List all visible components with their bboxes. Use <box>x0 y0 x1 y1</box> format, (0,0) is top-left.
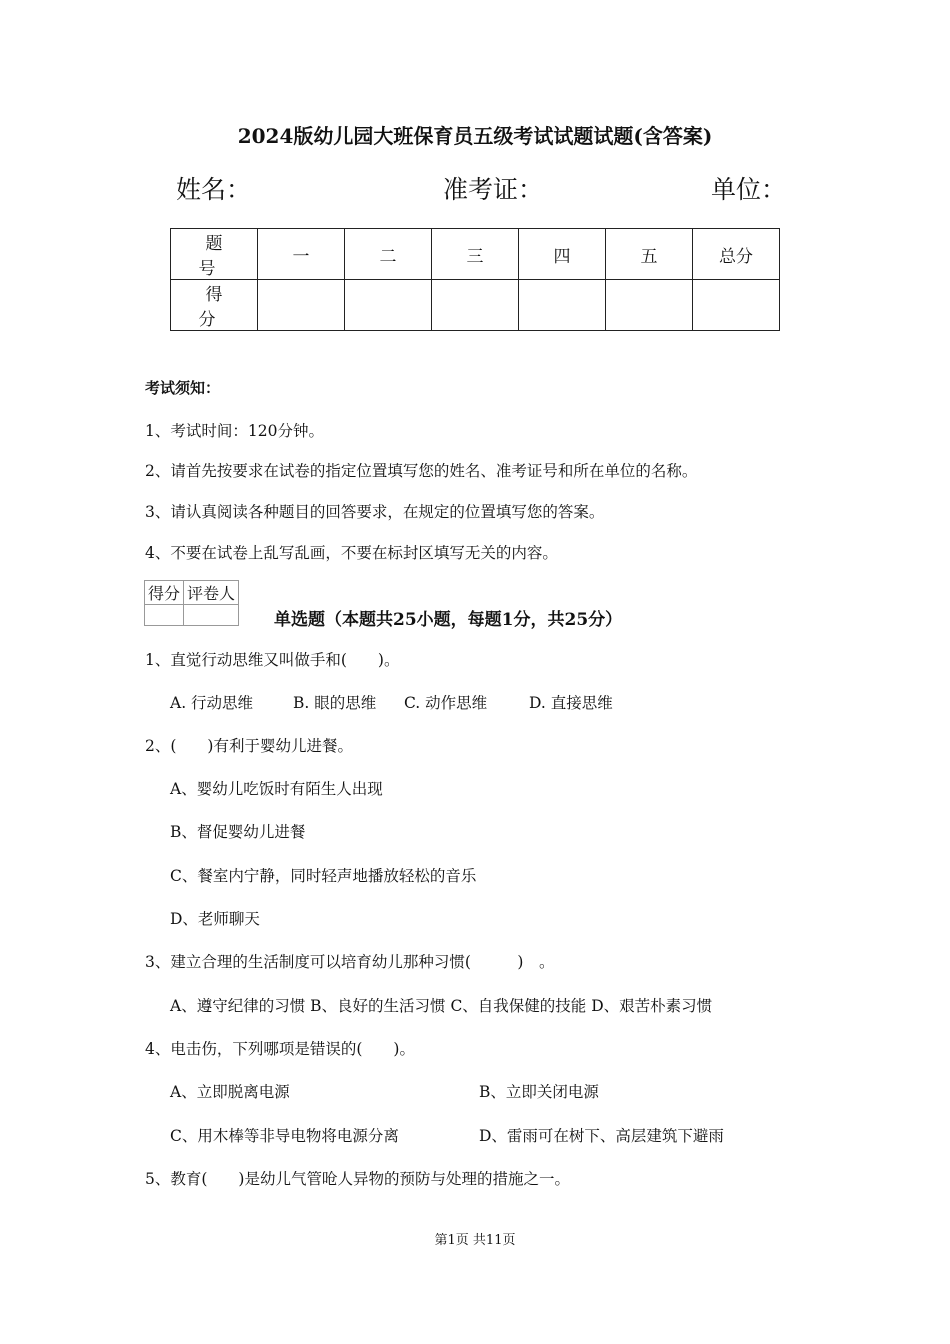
question-stem: 4、电击伤，下列哪项是错误的( )。 <box>145 1040 415 1058</box>
question-stem: 2、( )有利于婴幼儿进餐。 <box>145 737 353 755</box>
grader-name-cell[interactable] <box>184 605 239 626</box>
score-entry-cell[interactable] <box>519 280 606 331</box>
unit-label: 单位： <box>711 175 787 204</box>
question-option: D、雷雨可在树下、高层建筑下避雨 <box>479 1127 724 1145</box>
page-footer: 第1页 共11页 <box>434 1233 516 1248</box>
score-entry-cell[interactable] <box>345 280 432 331</box>
score-table-header-row <box>171 229 780 280</box>
question-option: B. 眼的思维 <box>293 694 377 712</box>
question-options-line: A、遵守纪律的习惯 B、良好的生活习惯 C、自我保健的技能 D、艰苦朴素习惯 <box>170 997 713 1015</box>
name-label: 姓名： <box>176 175 252 204</box>
notice-item: 2、请首先按要求在试卷的指定位置填写您的姓名、准考证号和所在单位的名称。 <box>145 462 698 480</box>
score-table-cell: 二 <box>345 229 432 280</box>
score-entry-cell[interactable] <box>693 280 780 331</box>
question-option: D、老师聊天 <box>170 910 260 928</box>
question-stem: 1、直觉行动思维又叫做手和( )。 <box>145 651 400 669</box>
score-entry-cell[interactable] <box>258 280 345 331</box>
section-title: 单选题（本题共25小题，每题1分，共25分） <box>274 610 623 630</box>
notice-item: 1、考试时间：120分钟。 <box>145 422 324 440</box>
grader-score-cell[interactable] <box>145 605 184 626</box>
grader-score-label: 得分 <box>145 581 184 605</box>
question-option: B、督促婴幼儿进餐 <box>170 823 306 841</box>
score-table-cell: 总分 <box>693 229 780 280</box>
question-option: C. 动作思维 <box>404 694 488 712</box>
question-option: C、用木棒等非导电物将电源分离 <box>170 1127 399 1145</box>
exam-id-label: 准考证： <box>443 175 544 204</box>
grader-name-label: 评卷人 <box>184 581 239 605</box>
question-option: C、餐室内宁静，同时轻声地播放轻松的音乐 <box>170 867 477 885</box>
question-option: A、婴幼儿吃饭时有陌生人出现 <box>170 780 383 798</box>
question-stem: 5、教育( )是幼儿气管呛人异物的预防与处理的措施之一。 <box>145 1170 570 1188</box>
question-option: D. 直接思维 <box>529 694 613 712</box>
score-entry-cell[interactable] <box>606 280 693 331</box>
notice-item: 3、请认真阅读各种题目的回答要求，在规定的位置填写您的答案。 <box>145 503 605 521</box>
score-table-cell: 四 <box>519 229 606 280</box>
score-table <box>170 228 780 331</box>
question-option: B、立即关闭电源 <box>479 1083 599 1101</box>
score-table-score-row <box>171 280 780 331</box>
score-entry-cell[interactable] <box>432 280 519 331</box>
score-table-cell: 三 <box>432 229 519 280</box>
question-option: A. 行动思维 <box>170 694 254 712</box>
grader-box <box>144 580 239 626</box>
notice-heading: 考试须知： <box>145 379 221 397</box>
score-table-cell: 五 <box>606 229 693 280</box>
score-table-cell: 题 号 <box>171 229 258 280</box>
notice-item: 4、不要在试卷上乱写乱画，不要在标封区填写无关的内容。 <box>145 544 558 562</box>
document-title: 2024版幼儿园大班保育员五级考试试题试题(含答案) <box>237 124 713 148</box>
question-stem: 3、建立合理的生活制度可以培育幼儿那种习惯( ) 。 <box>145 953 555 971</box>
score-row-label: 得 分 <box>171 280 258 331</box>
score-table-cell: 一 <box>258 229 345 280</box>
question-option: A、立即脱离电源 <box>170 1083 290 1101</box>
